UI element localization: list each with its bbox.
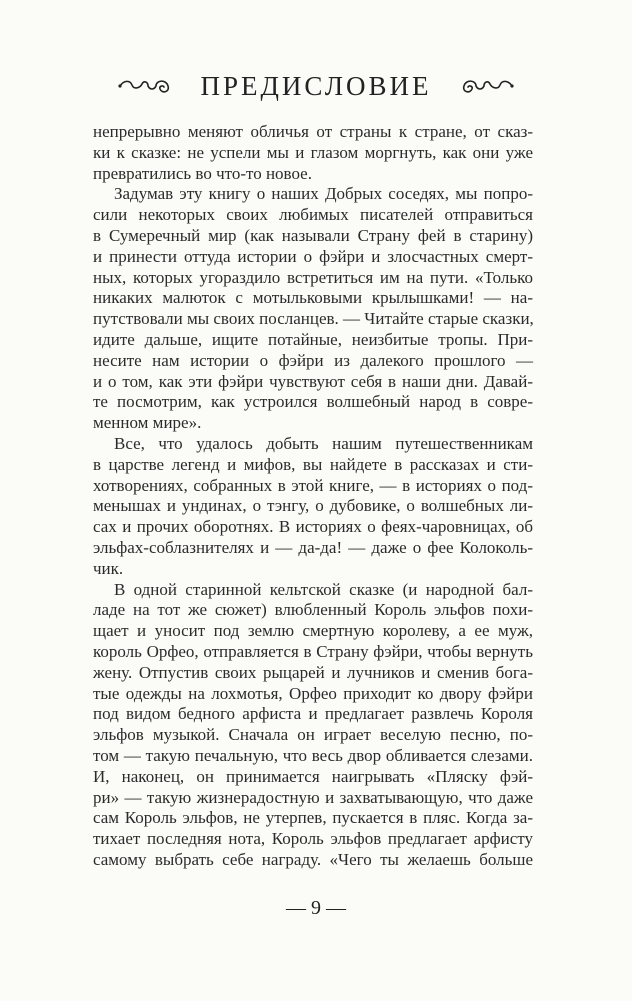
text-line: непрерывно меняют обличья от страны к стране, от сказ- [93, 122, 533, 141]
text-line: Задумав эту книгу о наших Добрых соседях, мы попро- [114, 184, 533, 204]
chapter-header [0, 66, 632, 106]
text-line: эльфов музыкой. Сначала он играет веселую песню, по- [93, 725, 533, 745]
flourish-right-icon [456, 74, 516, 98]
text-line: том — такую печальную, что весь двор обливается слезами. [93, 745, 533, 765]
text-line: превратились во что-то новое. [93, 163, 312, 183]
text-line: менышах и ундинах, о тэнгу, о дубовике, о волшебных ли- [93, 496, 533, 516]
text-line: самому выбрать себе награду. «Чего ты желаешь больше [93, 849, 533, 869]
text-line: в Сумеречный мир (как называли Страну фей в старину) [93, 225, 533, 245]
text-line: идите дальше, ищите потайные, неизбитые тропы. При- [93, 329, 533, 349]
text-line: сам Король эльфов, не утерпев, пускается в пляс. Когда за- [93, 808, 533, 828]
text-line: ладе на тот же сюжет) влюбленный Король эльфов похи- [93, 600, 533, 620]
text-line: хотворениях, собранных в этой книге, — в историях о под- [93, 475, 533, 495]
body-text [93, 122, 533, 871]
text-line: И, наконец, он принимается наигрывать «Пляску фэй- [93, 766, 533, 786]
text-line: под видом бедного арфиста и предлагает развлечь Короля [93, 704, 533, 724]
text-line: жену. Отпустив своих рыцарей и лучников и сменив бога- [93, 662, 533, 682]
text-line: ных, которых угораздило встретиться им на пути. «Только [93, 267, 533, 287]
page-number: — 9 — [286, 897, 346, 919]
text-line: чик. [93, 558, 124, 578]
text-line: никаких малюток с мотыльковыми крылышками! — на- [93, 288, 533, 308]
text-line: тихает последняя нота, Король эльфов предлагает арфисту [93, 829, 533, 849]
text-line: ри» — такую жизнерадостную и захватывающую, что даже [93, 787, 533, 807]
text-line: щает и уносит под землю смертную королеву, а ее муж, [93, 621, 533, 641]
text-line: тые одежды на лохмотья, Орфео приходит ко двору фэйри [93, 683, 533, 703]
text-line: В одной старинной кельтской сказке (и народной бал- [114, 579, 533, 599]
text-line: несите нам истории о фэйри из далекого прошлого — [93, 350, 533, 370]
flourish-left-icon [116, 74, 176, 98]
text-line: ки к сказке: не успели мы и глазом моргнуть, как они уже [93, 142, 533, 162]
text-line: сах и прочих оборотнях. В историях о феях-чаровницах, об [93, 517, 533, 537]
text-line: менном мире». [93, 413, 202, 433]
text-line: Все, что удалось добыть нашим путешественникам [114, 433, 533, 453]
text-line: эльфах-соблазнителях и — да-да! — даже о фее Колоколь- [93, 537, 533, 557]
chapter-title: ПРЕДИСЛОВИЕ [200, 70, 432, 101]
text-line: и о том, как эти фэйри чувствуют себя в наши дни. Давай- [93, 371, 533, 391]
text-line: и принести оттуда истории о фэйри и злосчастных смерт- [93, 246, 533, 266]
text-line: путствовали мы своих посланцев. — Читайте старые сказки, [93, 309, 534, 329]
text-line: в царстве легенд и мифов, вы найдете в рассказах и сти- [93, 454, 533, 474]
text-line: сили некоторых своих любимых писателей отправиться [93, 205, 533, 225]
text-line: те посмотрим, как устроился волшебный народ в совре- [93, 392, 533, 412]
text-line: король Орфео, отправляется в Страну фэйри, чтобы вернуть [93, 641, 533, 661]
